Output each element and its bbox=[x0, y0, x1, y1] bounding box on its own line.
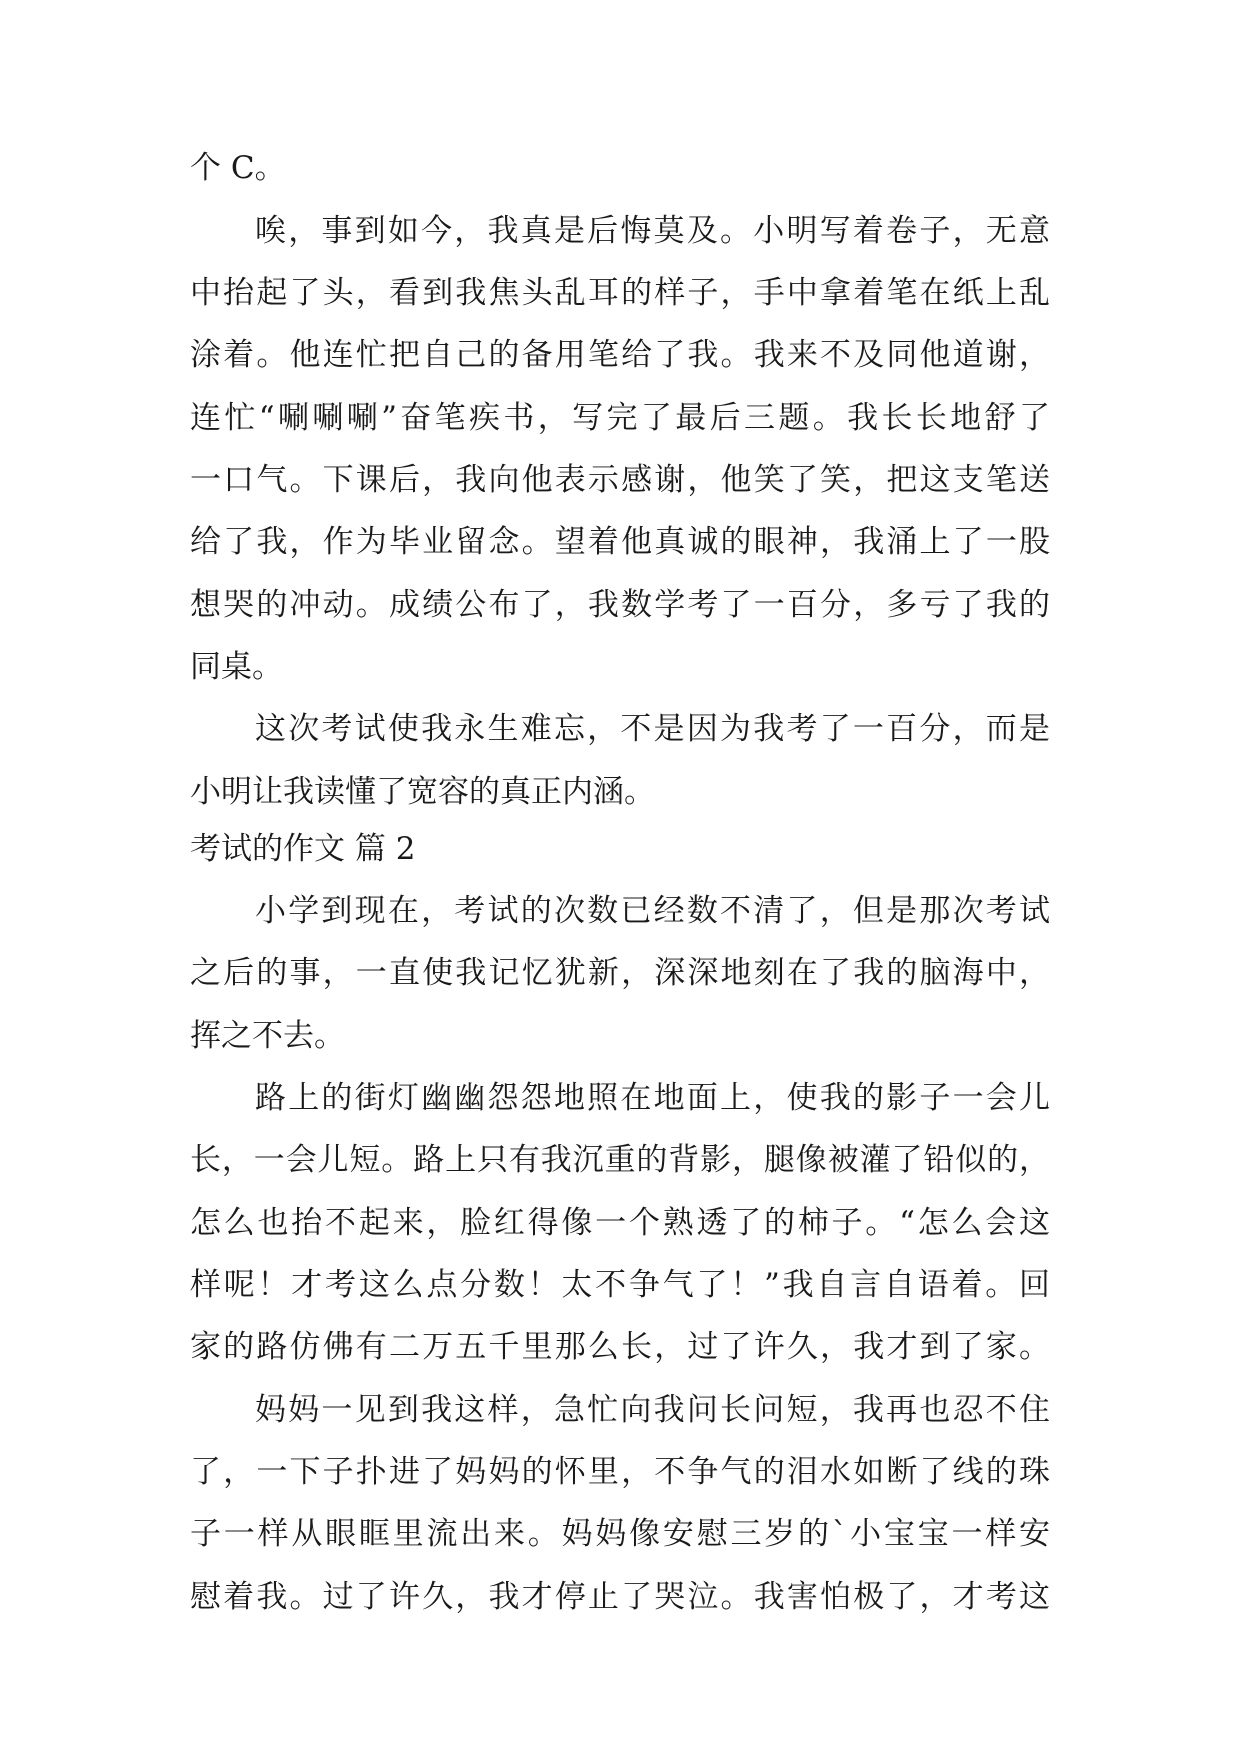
text-line: 中抬起了头，看到我焦头乱耳的样子，手中拿着笔在纸上乱 bbox=[190, 275, 1050, 311]
paragraph-first-line: 路上的街灯幽幽怨怨地照在地面上，使我的影子一会儿 bbox=[255, 1080, 1050, 1116]
text-line: 给了我，作为毕业留念。望着他真诚的眼神，我涌上了一股 bbox=[190, 524, 1050, 560]
text-line: 连忙“唰唰唰”奋笔疾书，写完了最后三题。我长长地舒了 bbox=[190, 400, 1050, 436]
text-line: 了，一下子扑进了妈妈的怀里，不争气的泪水如断了线的珠 bbox=[190, 1454, 1050, 1490]
text-line: 个 C。 bbox=[190, 150, 286, 186]
text-line: 同桌。 bbox=[190, 649, 283, 685]
text-line: 之后的事，一直使我记忆犹新，深深地刻在了我的脑海中， bbox=[190, 955, 1050, 991]
text-line: 挥之不去。 bbox=[190, 1018, 345, 1054]
text-line: 样呢！才考这么点分数！太不争气了！”我自言自语着。回 bbox=[190, 1267, 1050, 1303]
text-line: 长，一会儿短。路上只有我沉重的背影，腿像被灌了铅似的， bbox=[190, 1142, 1050, 1178]
text-line: 家的路仿佛有二万五千里那么长，过了许久，我才到了家。 bbox=[190, 1329, 1050, 1365]
paragraph-first-line: 妈妈一见到我这样，急忙向我问长问短，我再也忍不住 bbox=[255, 1392, 1050, 1428]
paragraph-first-line: 这次考试使我永生难忘，不是因为我考了一百分，而是 bbox=[255, 711, 1050, 747]
text-line: 怎么也抬不起来，脸红得像一个熟透了的柿子。“怎么会这 bbox=[190, 1205, 1050, 1241]
text-line: 子一样从眼眶里流出来。妈妈像安慰三岁的`小宝宝一样安 bbox=[190, 1516, 1050, 1552]
text-line: 一口气。下课后，我向他表示感谢，他笑了笑，把这支笔送 bbox=[190, 462, 1050, 498]
text-line: 慰着我。过了许久，我才停止了哭泣。我害怕极了，才考这 bbox=[190, 1579, 1050, 1615]
text-line: 想哭的冲动。成绩公布了，我数学考了一百分，多亏了我的 bbox=[190, 587, 1050, 623]
section-heading: 考试的作文 篇 2 bbox=[190, 831, 416, 867]
text-line: 涂着。他连忙把自己的备用笔给了我。我来不及同他道谢， bbox=[190, 337, 1050, 373]
paragraph-first-line: 小学到现在，考试的次数已经数不清了，但是那次考试 bbox=[255, 893, 1050, 929]
paragraph-first-line: 唉，事到如今，我真是后悔莫及。小明写着卷子，无意 bbox=[255, 213, 1050, 249]
text-line: 小明让我读懂了宽容的真正内涵。 bbox=[190, 774, 655, 810]
